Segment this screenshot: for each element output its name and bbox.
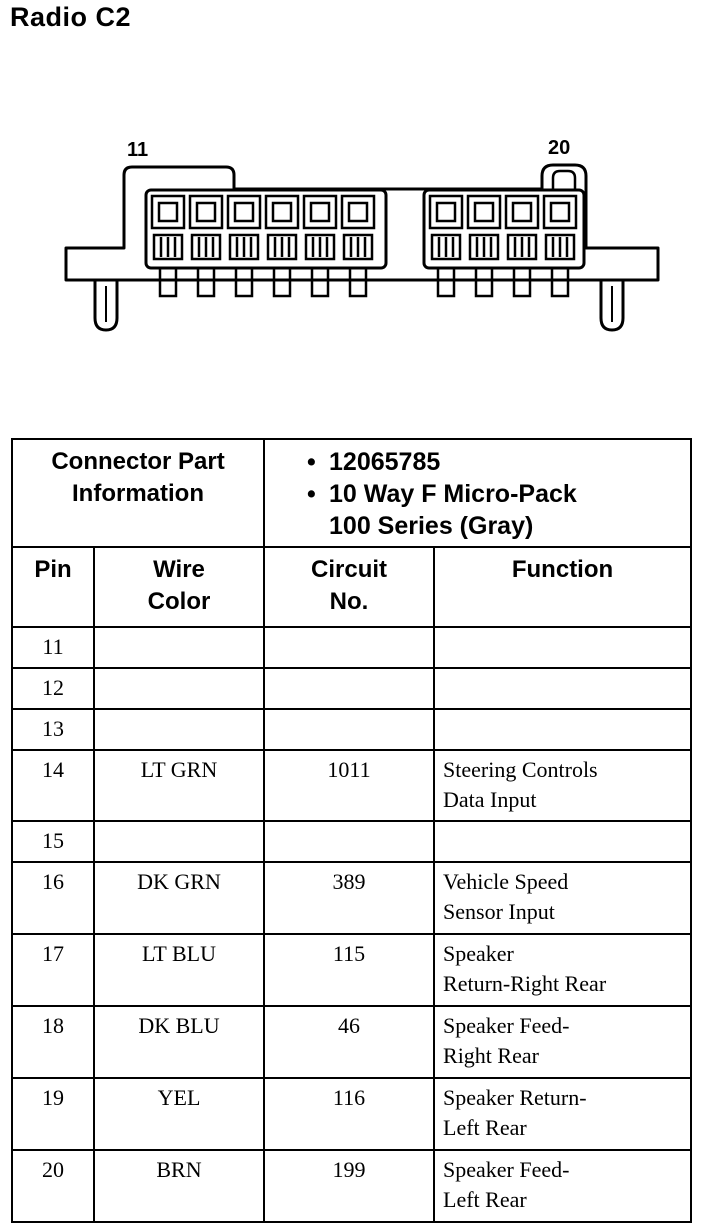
pin-leg — [552, 268, 568, 296]
column-header-row — [12, 547, 691, 627]
wire-color-cell: BRN — [94, 1150, 264, 1222]
col-function: Function — [434, 547, 691, 627]
cavity-inner — [159, 203, 177, 221]
pin-leg — [438, 268, 454, 296]
table-row — [12, 750, 691, 821]
circuit-cell — [264, 627, 434, 668]
function-line: Speaker Feed- — [443, 1013, 570, 1038]
function-line: Sensor Input — [443, 899, 555, 924]
function-line: Data Input — [443, 787, 537, 812]
pin-leg — [274, 268, 290, 296]
table-row — [12, 709, 691, 750]
pin-cell: 19 — [12, 1078, 94, 1150]
cavity-outer — [544, 196, 576, 228]
cavity-outer — [506, 196, 538, 228]
function-cell — [434, 750, 691, 821]
circuit-cell: 199 — [264, 1150, 434, 1222]
cavity-outer — [430, 196, 462, 228]
cavity-inner — [273, 203, 291, 221]
pin-cell: 11 — [12, 627, 94, 668]
connector-body — [66, 165, 658, 280]
table-row — [12, 821, 691, 862]
pin-leg — [350, 268, 366, 296]
col-pin: Pin — [12, 547, 94, 627]
cavity-outer — [342, 196, 374, 228]
cavity-inner — [235, 203, 253, 221]
table-row — [12, 668, 691, 709]
function-cell — [434, 1006, 691, 1078]
pin-cell: 17 — [12, 934, 94, 1006]
circuit-cell — [264, 709, 434, 750]
circuit-cell — [264, 668, 434, 709]
cavity-inner — [513, 203, 531, 221]
function-cell — [434, 709, 691, 750]
function-line: Speaker Feed- — [443, 1157, 570, 1182]
function-cell — [434, 862, 691, 934]
function-line: Vehicle Speed — [443, 869, 569, 894]
pin-label-20: 20 — [548, 137, 571, 159]
cavity-outer — [304, 196, 336, 228]
function-line: Speaker — [443, 941, 514, 966]
pin-cell: 20 — [12, 1150, 94, 1222]
col-wire-color: Wire Color — [94, 547, 264, 627]
function-line: Right Rear — [443, 1043, 539, 1068]
wire-color-cell — [94, 821, 264, 862]
function-cell — [434, 1150, 691, 1222]
part-info-list — [264, 439, 691, 547]
wire-color-cell: DK BLU — [94, 1006, 264, 1078]
cavity-outer — [468, 196, 500, 228]
function-cell — [434, 1078, 691, 1150]
circuit-cell: 1011 — [264, 750, 434, 821]
cavity-outer — [228, 196, 260, 228]
circuit-cell: 46 — [264, 1006, 434, 1078]
latch-icon — [553, 171, 575, 189]
cavity-inner — [349, 203, 367, 221]
pin-leg — [476, 268, 492, 296]
pin-cell: 18 — [12, 1006, 94, 1078]
function-line: Left Rear — [443, 1187, 527, 1212]
connector-type: • 10 Way F Micro-Pack — [307, 478, 690, 510]
wire-color-cell — [94, 709, 264, 750]
function-line: Speaker Return- — [443, 1085, 587, 1110]
cavity-inner — [437, 203, 455, 221]
col-circuit-no: Circuit No. — [264, 547, 434, 627]
circuit-cell: 115 — [264, 934, 434, 1006]
function-cell — [434, 821, 691, 862]
table-row — [12, 1006, 691, 1078]
wire-color-cell: DK GRN — [94, 862, 264, 934]
part-info-row — [12, 439, 691, 547]
pin-cell: 15 — [12, 821, 94, 862]
pin-cell: 12 — [12, 668, 94, 709]
cavity-outer — [190, 196, 222, 228]
cavity-inner — [551, 203, 569, 221]
connector-series: 100 Series (Gray) — [329, 512, 534, 540]
pin-label-11: 11 — [127, 139, 149, 161]
table-row — [12, 627, 691, 668]
pinout-table — [11, 438, 692, 1223]
function-line: Return-Right Rear — [443, 971, 607, 996]
function-cell — [434, 627, 691, 668]
cavity-outer — [266, 196, 298, 228]
wire-color-cell: YEL — [94, 1078, 264, 1150]
function-cell — [434, 668, 691, 709]
circuit-cell: 389 — [264, 862, 434, 934]
pin-leg — [236, 268, 252, 296]
function-line: Left Rear — [443, 1115, 527, 1140]
cavity-inner — [197, 203, 215, 221]
pin-cell: 14 — [12, 750, 94, 821]
table-row — [12, 934, 691, 1006]
wire-color-cell: LT GRN — [94, 750, 264, 821]
page-title: Radio C2 — [10, 2, 132, 32]
circuit-cell — [264, 821, 434, 862]
function-line: Steering Controls — [443, 757, 598, 782]
pin-leg — [160, 268, 176, 296]
pin-cell: 13 — [12, 709, 94, 750]
circuit-cell: 116 — [264, 1078, 434, 1150]
cavity-outer — [152, 196, 184, 228]
wire-color-cell: LT BLU — [94, 934, 264, 1006]
table-row — [12, 1078, 691, 1150]
function-cell — [434, 934, 691, 1006]
connector-diagram — [0, 0, 704, 430]
wire-color-cell — [94, 627, 264, 668]
part-number: • 12065785 — [307, 446, 690, 478]
cavity-inner — [311, 203, 329, 221]
pin-leg — [198, 268, 214, 296]
table-row — [12, 862, 691, 934]
part-info-label: Connector Part Information — [12, 439, 264, 547]
table-row — [12, 1150, 691, 1222]
pin-leg — [312, 268, 328, 296]
pin-cell: 16 — [12, 862, 94, 934]
pin-leg — [514, 268, 530, 296]
wire-color-cell — [94, 668, 264, 709]
cavity-inner — [475, 203, 493, 221]
